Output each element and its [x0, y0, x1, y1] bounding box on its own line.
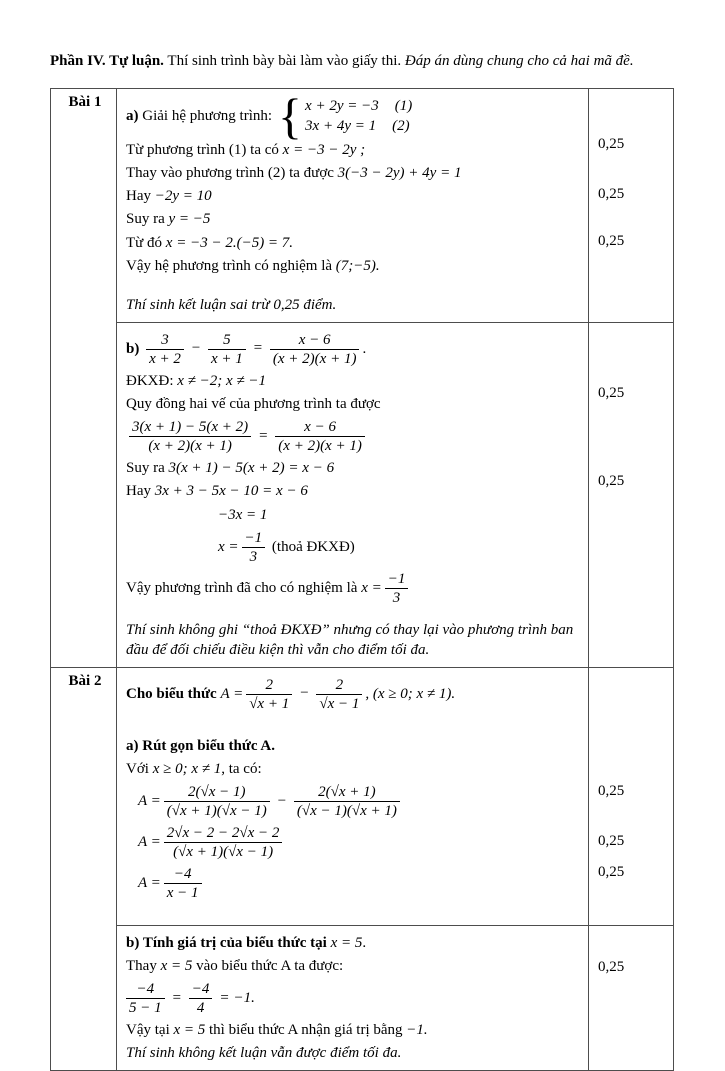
solution-line — [126, 209, 582, 230]
points-cell-1b — [589, 322, 674, 667]
text-run: Vậy tại — [126, 1022, 170, 1039]
fraction-denominator: 5 − 1 — [129, 1000, 162, 1017]
part-label: a) — [126, 107, 139, 124]
math-run: x = 5 — [330, 934, 363, 951]
score-value: 0,25 — [598, 136, 625, 152]
fraction-denominator: 4 — [196, 1000, 205, 1017]
spacer — [126, 610, 582, 618]
solution-cell-2b — [117, 925, 589, 1070]
part-heading: b) Tính giá trị của biểu thức tại — [126, 934, 327, 951]
math-run: x = −3 − 2y ; — [282, 141, 366, 158]
system-brace: { — [278, 88, 303, 144]
math-run: A = — [138, 875, 161, 892]
fraction-numerator: −4 — [189, 980, 213, 999]
solution-line — [126, 88, 582, 144]
spacer — [126, 716, 582, 734]
fraction — [164, 865, 202, 902]
fraction-numerator: −1 — [242, 529, 266, 548]
text-run: Suy ra — [126, 460, 165, 477]
fraction — [189, 980, 213, 1017]
solution-line — [126, 417, 582, 456]
fraction — [208, 331, 246, 368]
points-cell-2b — [589, 925, 674, 1070]
fraction-denominator: 3 — [392, 590, 401, 607]
fraction — [316, 676, 362, 713]
text-run: Thay — [126, 957, 157, 974]
solution-line — [126, 186, 582, 207]
equation-tag: (2) — [392, 117, 410, 134]
solution-line — [126, 233, 582, 254]
equation-tag: (1) — [394, 97, 413, 114]
text-run: . — [362, 934, 367, 951]
math-run: y = −5 — [168, 211, 211, 228]
part-label: Cho biểu thức — [126, 685, 217, 702]
solution-line — [126, 933, 582, 954]
operator: = — [171, 990, 182, 1007]
fraction-numerator: 3(x + 1) − 5(x + 2) — [129, 418, 251, 437]
fraction-denominator: (x + 2)(x + 1) — [272, 350, 357, 367]
math-run: (7;−5). — [335, 257, 380, 274]
text-run: Với — [126, 760, 149, 777]
math-run: x = −3 − 2.(−5) = 7. — [165, 234, 294, 251]
equation-system — [278, 88, 413, 144]
text-run: Quy đồng hai vế của phương trình ta được — [126, 395, 381, 412]
text-run: ĐKXĐ: — [126, 372, 174, 389]
fraction-numerator: 2(√x − 1) — [164, 783, 270, 802]
score-value: 0,25 — [598, 782, 625, 799]
fraction — [146, 331, 184, 368]
score-value: 0,25 — [598, 863, 625, 880]
table-row-1a — [51, 89, 674, 323]
math-run: , (x ≥ 0; x ≠ 1). — [365, 685, 456, 702]
text-run: Giải hệ phương trình: — [142, 107, 273, 124]
fraction — [294, 783, 400, 820]
solution-line — [138, 864, 582, 903]
points-cell-1a — [589, 89, 674, 323]
fraction-numerator: −4 — [126, 980, 165, 999]
part-heading: a) Rút gọn biểu thức A. — [126, 737, 276, 754]
math-run: 3(x + 1) − 5(x + 2) = x − 6 — [168, 460, 335, 477]
answer-table — [50, 88, 674, 1071]
solution-cell-2a — [117, 667, 589, 925]
solution-cell-1a — [117, 89, 589, 323]
fraction-numerator: x − 6 — [270, 331, 360, 350]
fraction-numerator: −4 — [164, 865, 202, 884]
exercise-2-label-cell — [51, 667, 117, 1070]
solution-line — [138, 823, 582, 862]
fraction-denominator: (√x − 1)(√x + 1) — [296, 803, 397, 820]
grading-note: Thí sinh không ghi “thoả ĐKXĐ” nhưng có thay lại vào phương trình ban đầu để đối chiếu điều kiện thì vẫn cho điểm tối đa. — [126, 622, 574, 659]
solution-line — [126, 330, 582, 369]
text-run: , ta có: — [221, 760, 262, 777]
math-run: −2y = 10 — [154, 188, 212, 205]
fraction-denominator: x − 1 — [166, 885, 199, 902]
fraction — [246, 676, 292, 713]
section-header-note: Đáp án dùng chung cho cả hai mã đề. — [404, 53, 634, 69]
fraction-numerator: −1 — [385, 570, 409, 589]
math-run: 3x + 3 − 5x − 10 = x − 6 — [154, 483, 308, 500]
fraction-denominator: √x + 1 — [249, 695, 290, 712]
table-row-2a — [51, 667, 674, 925]
text-run: Vậy phương trình đã cho có nghiệm là — [126, 579, 358, 596]
fraction — [129, 418, 251, 455]
spacer — [126, 279, 582, 293]
solution-line — [218, 505, 582, 526]
math-run: x = — [361, 579, 382, 596]
math-run: x = — [218, 538, 239, 555]
math-run: −1. — [406, 1022, 428, 1039]
solution-line — [126, 256, 582, 277]
solution-line — [126, 736, 582, 757]
math-run: x ≥ 0; x ≠ 1 — [152, 760, 222, 777]
points-cell-2a — [589, 667, 674, 925]
fraction-numerator: 2 — [316, 676, 362, 695]
fraction — [164, 783, 270, 820]
solution-line — [138, 782, 582, 821]
fraction-denominator: (x + 2)(x + 1) — [278, 438, 362, 455]
math-run: −1. — [233, 990, 255, 1007]
fraction-numerator: 3 — [146, 331, 184, 350]
text-run: Thay vào phương trình (2) ta được — [126, 164, 334, 181]
fraction-numerator: 2 — [246, 676, 292, 695]
fraction-denominator: x + 2 — [149, 350, 181, 367]
solution-line — [126, 140, 582, 161]
text-run: Suy ra — [126, 211, 165, 228]
section-header-text: Thí sinh trình bày bài làm vào giấy thi. — [163, 53, 405, 69]
text-run: Từ phương trình (1) ta có — [126, 141, 279, 158]
exercise-1-label-cell — [51, 89, 117, 668]
solution-line — [126, 1020, 582, 1041]
solution-line — [126, 759, 582, 780]
math-run: A = — [220, 685, 244, 702]
fraction-denominator: (x + 2)(x + 1) — [148, 438, 232, 455]
fraction-numerator: 2√x − 2 − 2√x − 2 — [164, 824, 283, 843]
fraction-numerator: 2(√x + 1) — [294, 783, 400, 802]
text-run: Từ đó — [126, 234, 163, 251]
solution-line — [126, 371, 582, 392]
solution-line — [126, 675, 582, 714]
score-value: 0,25 — [598, 472, 625, 489]
math-run: x ≠ −2; x ≠ −1 — [177, 372, 267, 389]
fraction — [385, 570, 409, 607]
solution-line — [126, 458, 582, 479]
text-run: Hay — [126, 483, 151, 500]
score-value: 0,25 — [598, 384, 625, 401]
solution-cell-1b — [117, 322, 589, 667]
score-value: 0,25 — [598, 233, 625, 249]
fraction-denominator: 3 — [249, 549, 258, 566]
solution-line — [126, 394, 582, 415]
table-row-1b — [51, 322, 674, 667]
text-run: thì biểu thức A nhận giá trị bằng — [209, 1022, 403, 1039]
math-run: x = 5 — [173, 1022, 206, 1039]
fraction — [164, 824, 283, 861]
system-equation-1 — [305, 98, 412, 115]
math-run: A = — [138, 793, 161, 810]
section-header — [50, 52, 686, 72]
score-value: 0,25 — [598, 832, 625, 849]
operator: − — [276, 793, 287, 810]
solution-line — [126, 956, 582, 977]
grading-note: Thí sinh không kết luận vẫn được điểm tối đa. — [126, 1045, 402, 1062]
math-run: A = — [138, 834, 161, 851]
fraction-denominator: x + 1 — [211, 350, 243, 367]
text-run: Vậy hệ phương trình có nghiệm là — [126, 257, 333, 274]
table-row-2b — [51, 925, 674, 1070]
fraction-denominator: √x − 1 — [319, 695, 360, 712]
exercise-2-label: Bài 2 — [68, 672, 102, 689]
text-run: (thoả ĐKXĐ) — [271, 538, 355, 555]
text-run: Hay — [126, 188, 151, 205]
math-run: 3x + 4y = 1 — [305, 117, 377, 134]
grading-note: Thí sinh kết luận sai trừ 0,25 điểm. — [126, 297, 337, 314]
score-value: 0,25 — [598, 186, 625, 202]
fraction-denominator: (√x + 1)(√x − 1) — [166, 803, 267, 820]
math-run: x = 5 — [160, 957, 193, 974]
solution-line — [218, 528, 582, 567]
exercise-1-label: Bài 1 — [68, 94, 102, 110]
fraction-numerator: 5 — [208, 331, 246, 350]
solution-line — [126, 481, 582, 502]
solution-line — [126, 163, 582, 184]
operator: − — [299, 685, 310, 702]
operator: = — [252, 340, 263, 357]
fraction — [126, 980, 165, 1017]
text-run: . — [362, 340, 367, 357]
math-run: x + 2y = −3 — [305, 97, 379, 114]
text-run: vào biểu thức A ta được: — [196, 957, 344, 974]
operator: = — [219, 990, 230, 1007]
operator: = — [258, 428, 269, 445]
score-value: 0,25 — [598, 958, 625, 975]
math-run: −3x = 1 — [218, 506, 268, 523]
math-run: 3(−3 − 2y) + 4y = 1 — [337, 164, 462, 181]
fraction — [242, 529, 266, 566]
operator: − — [190, 340, 201, 357]
fraction-numerator: x − 6 — [275, 418, 365, 437]
fraction-denominator: (√x + 1)(√x − 1) — [173, 844, 274, 861]
part-label: b) — [126, 340, 140, 357]
solution-line — [126, 979, 582, 1018]
fraction — [270, 331, 360, 368]
section-title: Phần IV. Tự luận. — [50, 53, 164, 69]
solution-line — [126, 569, 582, 608]
system-equation-2 — [305, 118, 412, 135]
fraction — [275, 418, 365, 455]
